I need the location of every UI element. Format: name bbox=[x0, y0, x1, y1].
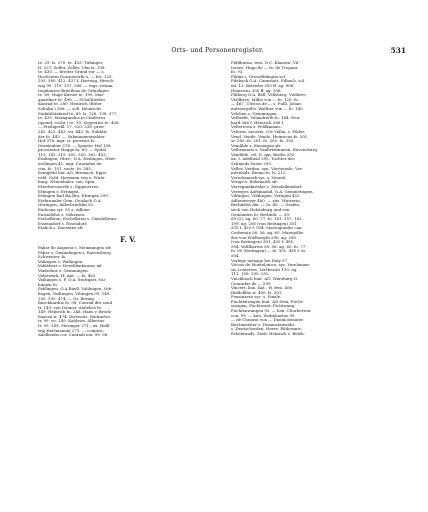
index-line: Fiddburna, tent. D.C. Klausen, Vil- bbox=[231, 61, 300, 65]
index-line: te. 29. ls. 270. te. 433. Tübinger, bbox=[38, 61, 104, 65]
index-line: Fillberg O.A. Bell, Vellsberg, Vielbere, bbox=[231, 93, 307, 98]
index-line: Fahlingen, O.A.Biedl. Vahlingen, Vob- bbox=[38, 287, 113, 292]
index-line: Etterbecuzurile s. Eggeurreee. bbox=[38, 185, 100, 190]
index-line: Fildas s. Grossfildingen sol. bbox=[231, 74, 287, 79]
index-line: Schnieds Sener 295. bbox=[231, 162, 273, 167]
index-line: — de Chunrat von — Daumclomater, bbox=[231, 318, 304, 323]
index-line: wig Hartmannin 271. — comites: bbox=[38, 328, 104, 333]
index-line: Schwenter. fo. bbox=[38, 255, 67, 260]
left-column bbox=[38, 61, 218, 338]
index-line: wangen, Fuchtwent, Fichtwang, bbox=[231, 304, 296, 309]
index-line: (von Reitingen) 301. 425 f. 481. bbox=[231, 240, 295, 245]
index-line: Gemünden fo. Berlindi. — 59. bbox=[231, 212, 291, 217]
index-line: Fensinaere sys. s. Finale. bbox=[231, 295, 282, 300]
page-number: 531 bbox=[390, 46, 406, 55]
index-line: Eusindelus s. Ozheisen. bbox=[38, 212, 86, 217]
index-line: Cunradus de — 295. bbox=[231, 281, 272, 286]
index-line: Velchen s. Gemmingen. bbox=[231, 111, 278, 116]
index-line: Verlege ménage bei Italy 37. bbox=[231, 258, 289, 263]
index-line: cim. fo. 101. vaste. fo. 385. bbox=[38, 166, 93, 171]
index-line: Veltereren s. Feldkamms. bbox=[231, 125, 282, 130]
running-title: Orts- und Personenregister. bbox=[171, 47, 264, 54]
index-line: 504. Wolfhartus 58. 56. ag. 60. fo. 77. bbox=[231, 244, 307, 249]
index-line: Fabar de Augusta s. Memmingen sfr. bbox=[38, 245, 112, 250]
index-line: Oranienbur 378. — Spaeter Hof 108. bbox=[38, 143, 112, 148]
index-line: Vaidecker s. Gemmingen. bbox=[38, 268, 89, 273]
index-line: wig 99. 119. 157. 268. — mgr. sivium, bbox=[38, 83, 114, 88]
index-line: 504. bbox=[231, 253, 240, 258]
index-line: Esslingen, Ober-, O.A. Esslingen, Ober- bbox=[38, 157, 117, 162]
index-line: Verecksmark sys. s. Venedi. bbox=[231, 175, 287, 180]
index-line: Vahingen s. Wahingen. bbox=[38, 259, 84, 264]
index-line: esslingen 41. mgr. Cunradus de- bbox=[38, 162, 103, 167]
index-line: Vendilde s. Einsingen sfr. bbox=[231, 143, 282, 148]
index-line: tr. 99. 149. Mesinger 271.; ux. Halli- bbox=[38, 324, 111, 329]
index-line: Adlerzweyer 480. — sits. Wurterin, bbox=[231, 198, 302, 203]
index-line: Cerberaia 56. 56. ag. 60. Marsgolbe bbox=[231, 230, 304, 235]
index-line: 149. Heinrich fo. 246. Hans v. Brock- bbox=[38, 310, 112, 315]
index-line: (quond. ecclit.) te. 39. Sogerator te. 436. bbox=[38, 120, 120, 125]
index-line: Viellbere, Milbo von — fo. 120. fo. bbox=[231, 97, 300, 102]
index-line: te. 69. Hugo Kurtze te. 193. Mar- bbox=[38, 93, 105, 98]
index-line: tr. 99. vo. 149. Kahlswe, Albertus bbox=[38, 319, 105, 324]
index-line: 242. 423. 443. sw. 442. fo. Subbrü- bbox=[38, 129, 108, 134]
index-line: Erhebrands, Zezil, Heinrich s. Beleh- bbox=[231, 332, 306, 337]
index-line: Essenadorf s. Essendorf. bbox=[38, 221, 88, 226]
index-line: such von Holzinburg und von bbox=[231, 208, 290, 212]
index-line: ux. I. Adelheid 295. Tochter des bbox=[231, 157, 295, 162]
index-line: Velderfit, Velandreith fo. 184. Deu- bbox=[231, 116, 301, 121]
index-line: Valsewerk, H. Ant. — fo. 462. bbox=[38, 273, 97, 278]
index-line: Ohringen, Adlerbrücklin 55. bbox=[38, 203, 95, 208]
index-line: Velurra, necarte; (Ov Vallia, s. Filder, bbox=[231, 129, 306, 134]
index-line: Eschelbron, Eschelbrun s. Gaisdelbrun. bbox=[38, 217, 118, 222]
index-line: 335 f. 425 f. 504. Marsogondes can. bbox=[231, 226, 303, 231]
index-line: Berlindiss din. — fo. 40. — Grafen, bbox=[231, 203, 301, 208]
index-line: Vicosa de Montelonico, sys. Verelanom- bbox=[231, 263, 311, 268]
index-line: Eudicina syr. 55 s. Adlone. bbox=[38, 208, 91, 212]
section-heading: F. V. bbox=[120, 234, 136, 244]
index-line: Velbrunnen s. Vanbrtebunnen, Ravensburg. bbox=[231, 148, 319, 153]
index-line: Kirchmeister s. Donaustauwähr. bbox=[231, 322, 296, 327]
index-line: Velles, Verdan. syn. Viertenisle, Ver- bbox=[231, 166, 304, 171]
index-line: Riddolffus tr. 400. ls. 301. bbox=[231, 290, 283, 295]
index-line: 119. 145. 219. 305. 350. 362. 403. bbox=[38, 152, 107, 157]
index-line: con. 99. — kirs. Dedinhartus 99. bbox=[231, 313, 296, 318]
index-line: Esslich s. Koustanz sfr. bbox=[38, 226, 84, 231]
index-line: 199. ag. 256 (von Reitingen) 301. bbox=[231, 221, 298, 226]
index-line: Ezingfeld bar. AG. Bremach, Eppo- bbox=[38, 171, 108, 176]
index-line: 290. 295. 474. — Gr. Bernig, bbox=[38, 296, 96, 301]
index-line: Vincert, kon. Kat., H. fem. 406. bbox=[231, 286, 294, 291]
index-line: hard 366 f. Heinrich 366 f. bbox=[231, 120, 285, 125]
page-header bbox=[29, 47, 406, 55]
index-line: te. 435. Maragundus in Cimbertu bbox=[38, 116, 105, 121]
index-line: Vendilde, cel. E. gm. Bistlis 295; bbox=[231, 152, 296, 157]
index-line: torses, Hugo de — fe. de Tropanr bbox=[231, 65, 298, 70]
index-line: vehl, Gold. Hermann von s. Wirtz- bbox=[38, 175, 106, 180]
index-line: — 467. Ulricus de — s. Fuld, Johan- bbox=[231, 102, 303, 107]
index-line: Burckhardus fo. 98. Conrad der senil bbox=[38, 301, 113, 306]
index-line: Ettingen s. Ertingen. bbox=[38, 189, 80, 194]
index-line: procurator Hugge fo. 69. — Spital bbox=[38, 148, 107, 153]
index-line: 69 (2). ag. 60. 77. fo. 141. 157. 182. bbox=[231, 217, 303, 222]
index-line: der fo. 443. — Sabmannenwalder bbox=[38, 134, 105, 139]
index-line: Adelheidis cor. Cunradi ion. 99. 96. bbox=[38, 333, 109, 338]
index-line: burg, Neuenhaler, can. Spin. bbox=[38, 180, 96, 185]
index-line: Stabilitätsbrief te. 69. ls. 126. 138. 377. bbox=[38, 111, 118, 116]
index-line: hingen fo. bbox=[38, 282, 58, 287]
index-line: Verige s. Böbenaich sfr. bbox=[231, 180, 279, 185]
index-line: Konrad te. 280. Heinrich (Ritter bbox=[38, 102, 103, 107]
index-line: mitesorgelei. Walther von — fo. 145. bbox=[231, 106, 304, 111]
index-line: Veresyes Aufsmannd, O.A. Gemmetingen, bbox=[231, 189, 314, 194]
index-line: lingen, Vaihingen, Vihingen 99. 149. bbox=[38, 291, 111, 296]
index-line: sis Lontevies, Lortheries 110. ag. bbox=[231, 267, 298, 272]
index-line: Vahlebert s. Dezeldenhauser ml. bbox=[38, 264, 103, 269]
index-line: Verregumkirtsler s. Zwiefalkendorf. bbox=[231, 185, 303, 190]
index-line: des von Wielborgth 290. ag. 290 bbox=[231, 235, 296, 240]
index-line: fo. 80 (Reitingen) — fo. 301. 430 f. fo. bbox=[231, 249, 307, 254]
index-line: te. 430. — breiter Grund vor — s. bbox=[38, 70, 105, 75]
index-line: sr. 280. fo. 281. fo. 305. fo. 305. bbox=[231, 139, 295, 144]
index-line: fo. 93. bbox=[231, 70, 244, 75]
index-line: ml. 12. Betriebe 305 ff. ag. 806. bbox=[231, 83, 295, 88]
index-line: Schulm.) 266. — soll. Heinrichs bbox=[38, 106, 102, 111]
index-line: II. 227. Zeller, Zeller, Ulm ts. 138. bbox=[38, 65, 106, 70]
index-line: 293. 380. 412. 437 f. Hartwig, Hirsch- bbox=[38, 79, 115, 84]
index-line: regulanten Brüstlens de Gründigen bbox=[38, 88, 109, 93]
index-line: Vend, Vende, Vendo, Heinricus fo. 201. bbox=[231, 134, 309, 139]
right-column bbox=[231, 61, 419, 337]
index-line: Heinricus 305 ff. ag. 306. bbox=[231, 88, 282, 93]
index-line: Hof 378. mgr. st. provisor fo. bbox=[38, 139, 96, 144]
index-line: 111. 189. 290. 292. bbox=[231, 272, 270, 277]
index-line: Vincklusch buit. AG. Würzburg II. bbox=[231, 276, 299, 281]
index-line: — Predigerkl. 17. 220. 238. prior bbox=[38, 125, 105, 130]
index-line: Hochvorm Donauwörth s. — fos. 125. bbox=[38, 74, 113, 79]
index-line: nitenholz, Benno fo. ls. 212. bbox=[231, 171, 287, 176]
index-line: Vaihingen s. F. O.A. Stuttgart, Vai- bbox=[38, 278, 107, 283]
index-line: quardner te. 496. — Schultheißer bbox=[38, 97, 106, 102]
index-line: Vilfingen, Vihilingen, Vettigen 455. bbox=[231, 194, 301, 199]
index-line: Fuchtenwagen huit. AG.Seta, Fücht- bbox=[231, 299, 304, 304]
index-line: Ettingen bad BA.Bro, Ettingen 299. bbox=[38, 194, 109, 199]
index-line: Fileback O.A. Cannstatt, Filbach, sol. bbox=[231, 79, 306, 84]
index-line: Fabar s. Gmündingen s. Ravensburg bbox=[38, 250, 111, 255]
index-line: s. Deutschorden. Herre, Pildorinus; bbox=[231, 327, 303, 332]
index-line: Etzbrunnler Gem. Geislach O.A. bbox=[38, 198, 102, 203]
index-line: tr. 149. von Dauner, Andelies fe. bbox=[38, 305, 103, 310]
index-line: hausen tr. 474. Dietricus. Dietrartes bbox=[38, 314, 111, 319]
index-line: Fuchtenwangen 93. — hen. Chorherren: bbox=[231, 309, 312, 314]
